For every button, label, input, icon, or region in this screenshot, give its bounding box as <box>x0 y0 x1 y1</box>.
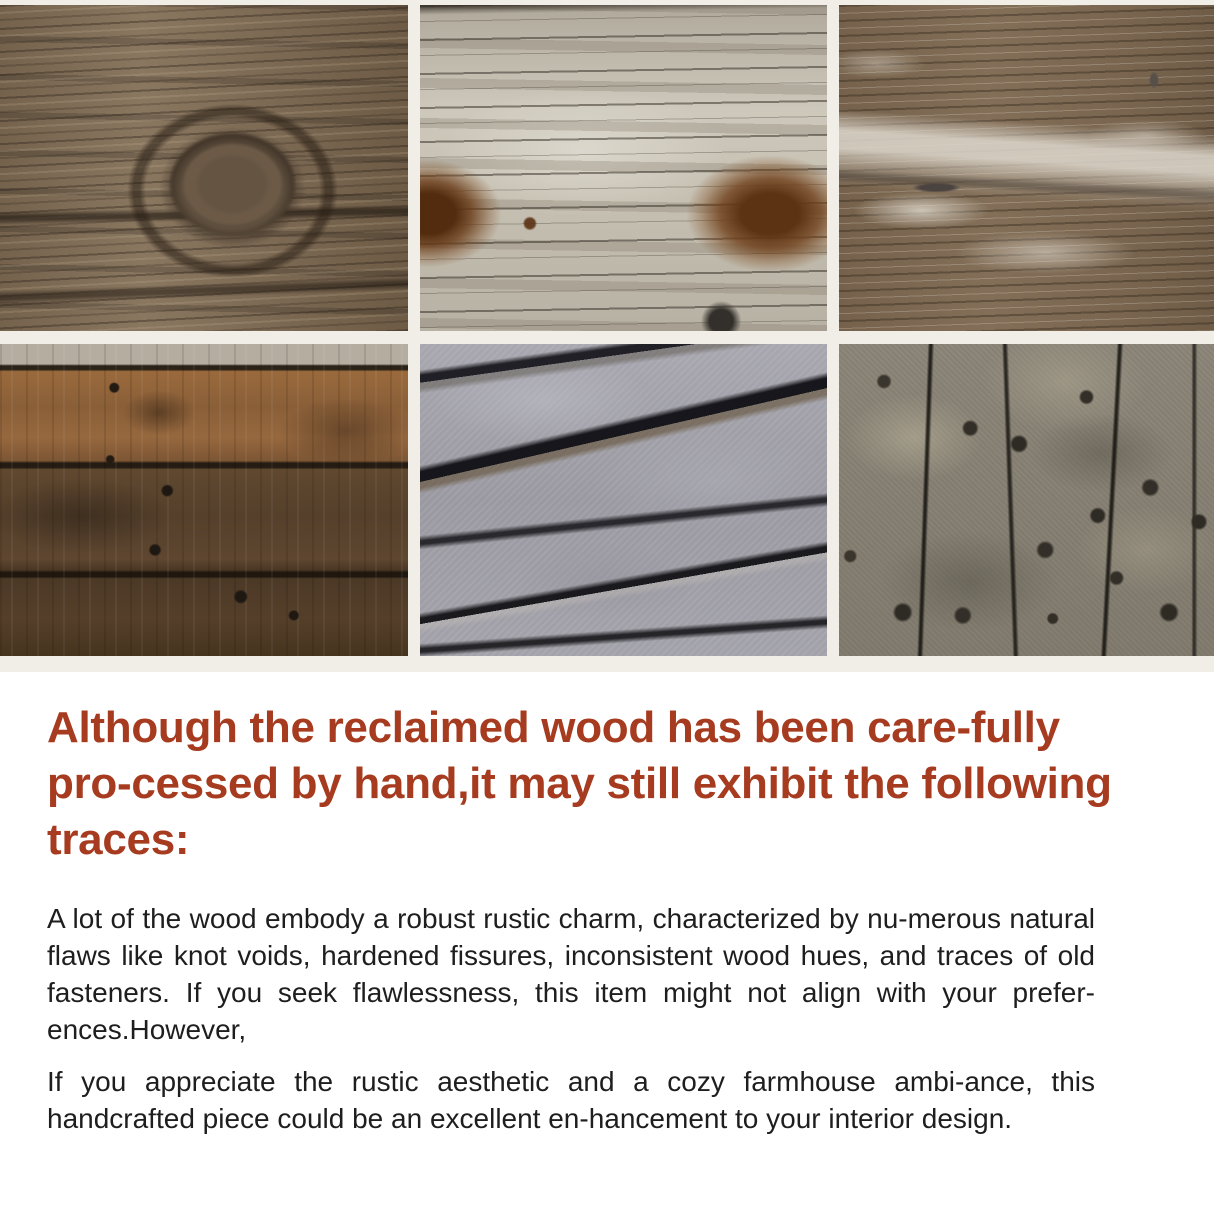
section-heading: Although the reclaimed wood has been care-fully pro-cessed by hand,it may still exhibit the following traces: <box>47 703 1112 864</box>
wood-sample-photo-whitewash <box>839 5 1214 331</box>
wood-sample-photo-knot <box>0 5 408 331</box>
paragraph-rustic-appeal: If you appreciate the rustic aesthetic and a cozy farmhouse ambi-ance, this handcrafted piece could be an excellent en-hancement to your interior design. <box>47 1066 1095 1134</box>
wood-sample-photo-planks <box>0 344 408 656</box>
wood-sample-photo-stains <box>420 5 827 331</box>
description-text-section <box>0 672 1214 1137</box>
wood-sample-photo-fissures <box>420 344 827 656</box>
paragraph-natural-flaws: A lot of the wood embody a robust rustic charm, characterized by nu-merous natural flaws like knot voids, hardened fissures, inconsistent wood hues, and traces of old fasteners. If you seek flawlessness, this item might not align with your prefer-ences.However, <box>47 903 1095 1045</box>
wood-sample-photo-holes <box>839 344 1214 656</box>
